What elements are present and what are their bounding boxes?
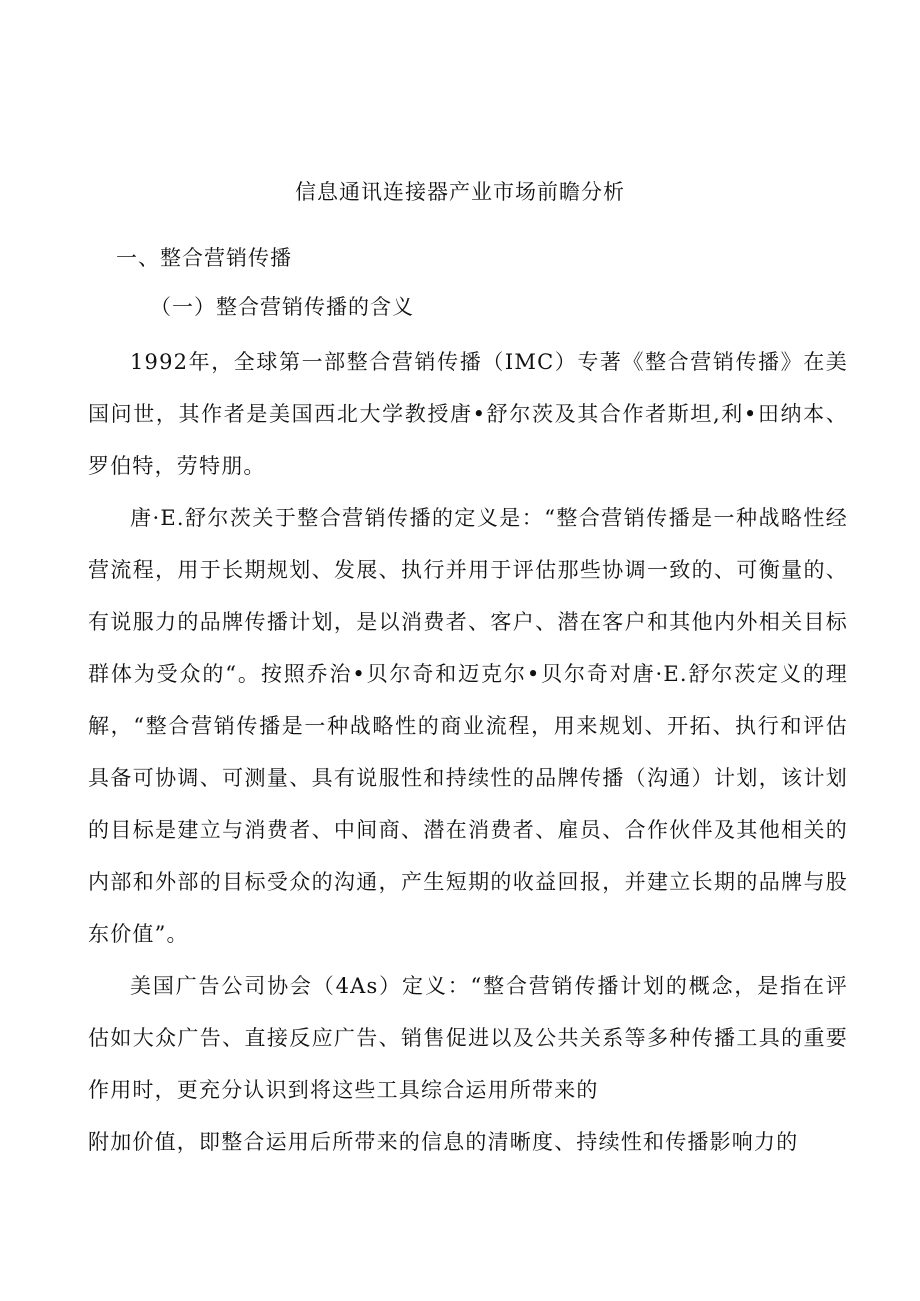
paragraph-4-block	[88, 1116, 848, 1168]
paragraph: 唐·E.舒尔茨关于整合营销传播的定义是：“整合营销传播是一种战略性经营流程，用于长期规划、发展、执行并用于评估那些协调一致的、可衡量的、有说服力的品牌传播计划，是以消费者、客户、潜在客户和其他内外相关目标群体为受众的“。按照乔治•贝尔奇和迈克尔•贝尔奇对唐·E.舒尔茨定义的理解，“整合营销传播是一种战略性的商业流程，用来规划、开拓、执行和评估具备可协调、可测量、具有说服性和持续性的品牌传播（沟通）计划，该计划的目标是建立与消费者、中间商、潜在消费者、雇员、合作伙伴及其他相关的内部和外部的目标受众的沟通，产生短期的收益回报，并建立长期的品牌与股东价值”。	[88, 506, 848, 946]
document-title: 信息通讯连接器产业市场前瞻分析	[295, 180, 625, 204]
paragraph-1-block	[88, 336, 848, 492]
subsection-heading: （一）整合营销传播的含义	[150, 295, 414, 319]
paragraph-3-block	[88, 960, 848, 1116]
section-heading: 一、整合营销传播	[116, 246, 292, 270]
paragraph: 美国广告公司协会（4As）定义：“整合营销传播计划的概念，是指在评估如大众广告、直接反应广告、销售促进以及公共关系等多种传播工具的重要作用时，更充分认识到将这些工具综合运用所带来的	[88, 974, 848, 1102]
paragraph: 附加价值，即整合运用后所带来的信息的清晰度、持续性和传播影响力的	[88, 1130, 799, 1154]
paragraph-2-block	[88, 492, 848, 960]
paragraph: 1992年，全球第一部整合营销传播（IMC）专著《整合营销传播》在美国问世，其作者是美国西北大学教授唐•舒尔茨及其合作者斯坦,利•田纳本、罗伯特，劳特朋。	[88, 350, 848, 478]
